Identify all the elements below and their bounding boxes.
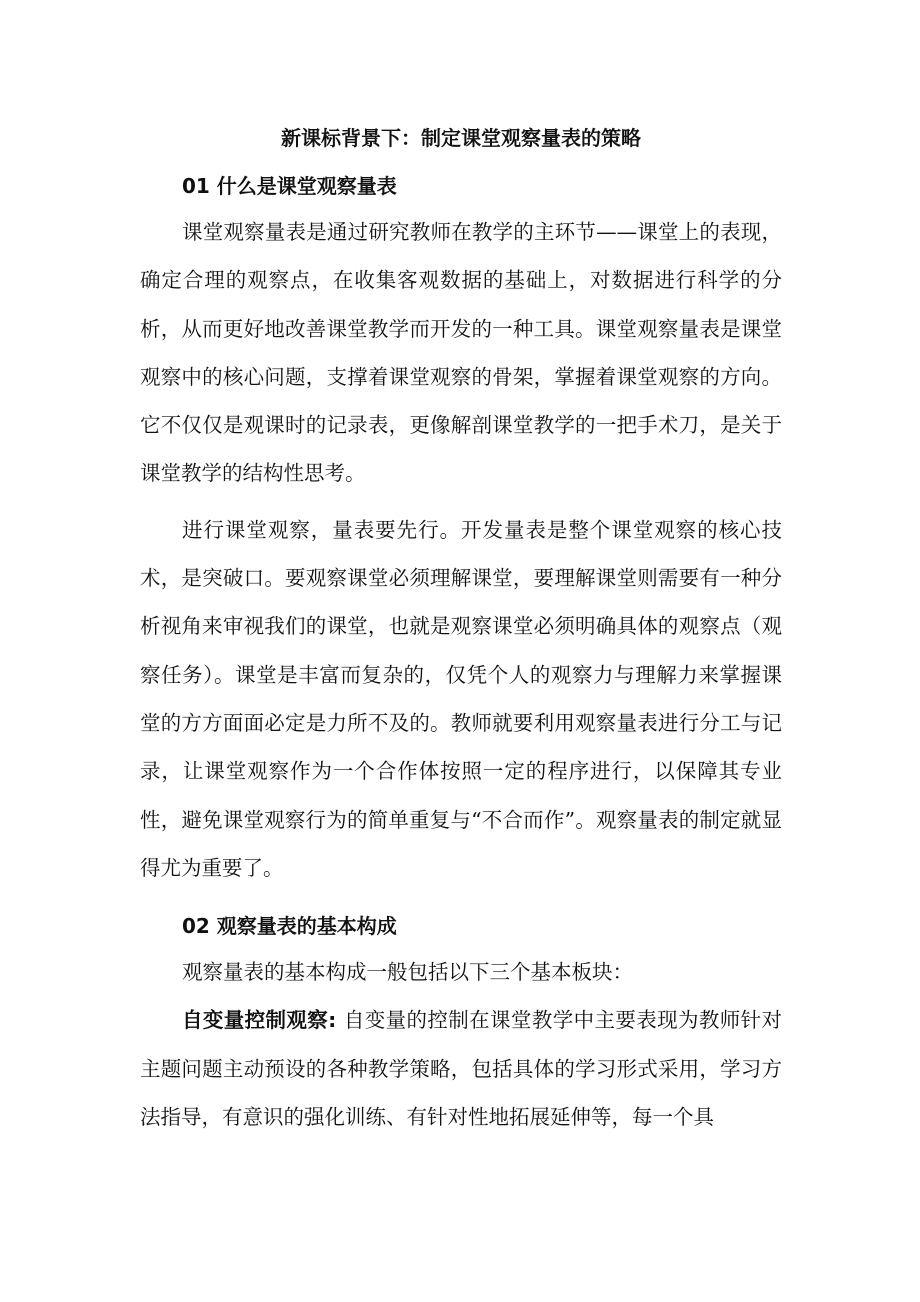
paragraph-independent-variable (140, 996, 782, 1141)
document-content (140, 118, 782, 1141)
paragraph-scale-first: 进行课堂观察，量表要先行。开发量表是整个课堂观察的核心技术，是突破口。要观察课堂必须理解课堂，要理解课堂则需要有一种分析视角来审视我们的课堂，也就是观察课堂必须明确具体的观察点（观察任务）。课堂是丰富而复杂的，仅凭个人的观察力与理解力来掌握课堂的方方面面必定是力所不及的。教师就要利用观察量表进行分工与记录，让课堂观察作为一个合作体按照一定的程序进行，以保障其专业性，避免课堂观察行为的简单重复与“不合而作”。观察量表的制定就显得尤为重要了。 (140, 517, 782, 880)
paragraph-structure-intro: 观察量表的基本构成一般包括以下三个基本板块： (182, 960, 633, 985)
section-heading-basic-structure: 02 观察量表的基本构成 (182, 914, 397, 939)
item-label-independent-variable: 自变量控制观察 (182, 1008, 329, 1033)
paragraph-definition: 课堂观察量表是通过研究教师在教学的主环节——课堂上的表现，确定合理的观察点，在收集客观数据的基础上，对数据进行科学的分析，从而更好地改善课堂教学而开发的一种工具。课堂观察量表是课堂观察中的核心问题，支撑着课堂观察的骨架，掌握着课堂观察的方向。它不仅仅是观课时的记录表，更像解剖课堂教学的一把手术刀，是关于课堂教学的结构性思考。 (140, 220, 782, 486)
item-text-independent-variable: 自变量的控制在课堂教学中主要表现为教师针对主题问题主动预设的各种教学策略，包括具体的学习形式采用，学习方法指导，有意识的强化训练、有针对性地拓展延伸等，每一个具 (140, 1008, 783, 1130)
section-heading-what-is-scale: 01 什么是课堂观察量表 (182, 174, 397, 198)
item-label-separator: : (328, 1008, 344, 1033)
document-title: 新课标背景下：制定课堂观察量表的策略 (281, 126, 641, 150)
